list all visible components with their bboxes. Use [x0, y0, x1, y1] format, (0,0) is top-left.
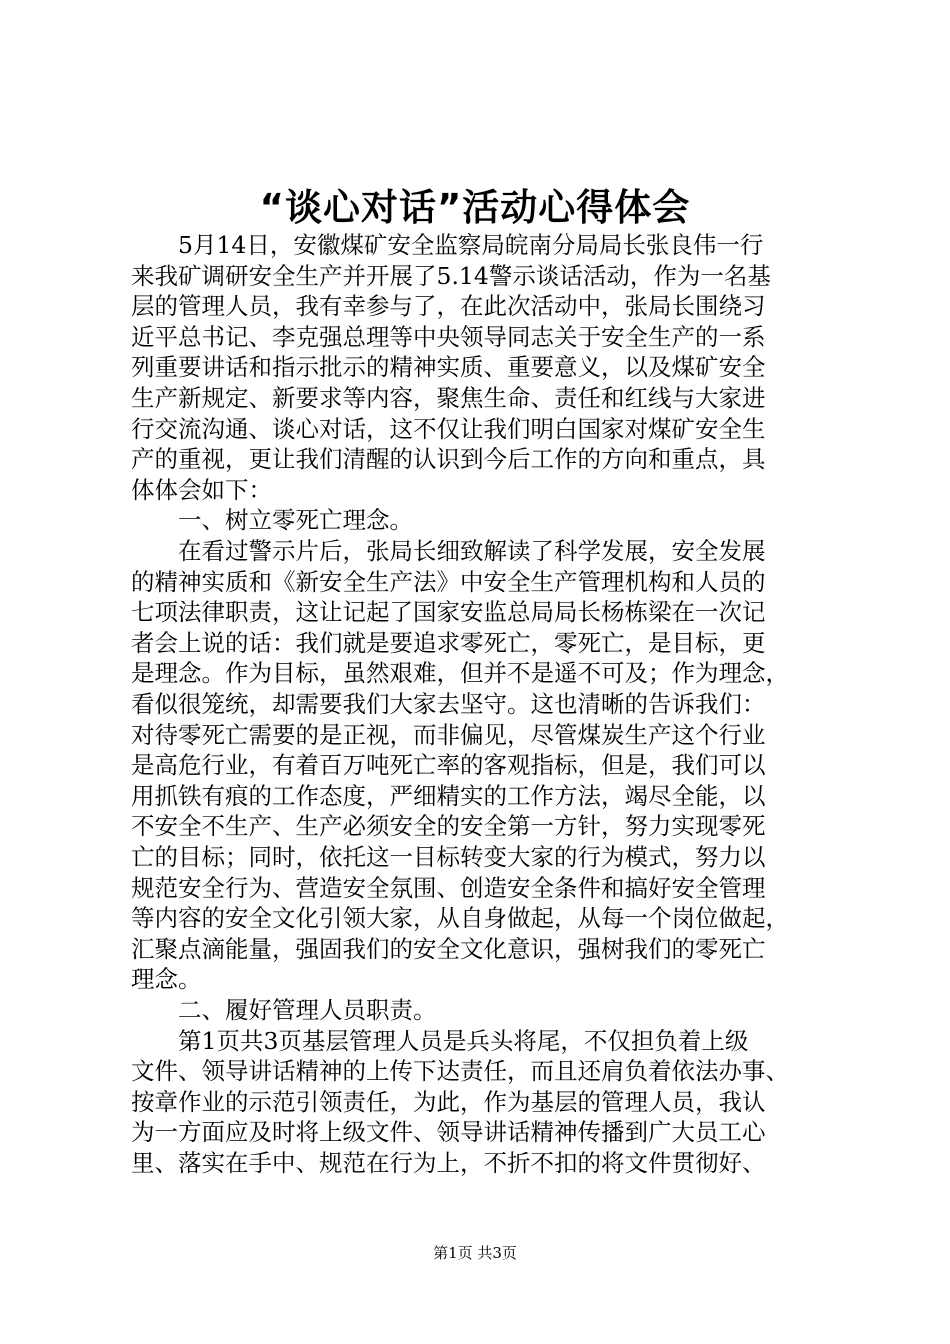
- section-heading: 一、树立零死亡理念。: [131, 506, 413, 535]
- body-line: 按章作业的示范引领责任，为此，作为基层的管理人员，我认: [131, 1087, 766, 1116]
- body-line: 等内容的安全文化引领大家，从自身做起，从每一个岗位做起，: [131, 904, 789, 933]
- body-line: 生产新规定、新要求等内容，聚焦生命、责任和红线与大家进: [131, 384, 766, 412]
- body-line: 对待零死亡需要的是正视，而非偏见，尽管煤炭生产这个行业: [131, 720, 766, 749]
- body-line: 第1页共3页基层管理人员是兵头将尾，不仅担负着上级: [131, 1026, 749, 1055]
- section-heading: 二、履好管理人员职责。: [131, 996, 437, 1024]
- body-line: 列重要讲话和指示批示的精神实质、重要意义，以及煤矿安全: [131, 353, 766, 382]
- body-line: 七项法律职责，这让记起了国家安监总局局长杨栋梁在一次记: [131, 598, 766, 627]
- body-line: 亡的目标；同时，依托这一目标转变大家的行为模式，努力以: [131, 843, 766, 871]
- body-line: 是高危行业，有着百万吨死亡率的客观指标，但是，我们可以: [131, 751, 766, 780]
- body-line: 里、落实在手中、规范在行为上，不折不扣的将文件贯彻好、: [131, 1149, 766, 1177]
- body-line: 5月14日，安徽煤矿安全监察局皖南分局局长张良伟一行: [131, 231, 764, 259]
- body-line: 的精神实质和《新安全生产法》中安全生产管理机构和人员的: [131, 567, 766, 596]
- body-line: 规范安全行为、营造安全氛围、创造安全条件和搞好安全管理: [131, 873, 766, 902]
- body-line: 近平总书记、李克强总理等中央领导同志关于安全生产的一系: [131, 322, 766, 351]
- body-line: 产的重视，更让我们清醒的认识到今后工作的方向和重点，具: [131, 445, 766, 474]
- body-line: 是理念。作为目标，虽然艰难，但并不是遥不可及；作为理念，: [131, 659, 789, 688]
- page-title: “谈心对话”活动心得体会: [259, 186, 691, 229]
- body-line: 为一方面应及时将上级文件、领导讲话精神传播到广大员工心: [131, 1118, 766, 1147]
- page-footer: 第1页 共3页: [433, 1244, 517, 1262]
- body-line: 看似很笼统，却需要我们大家去坚守。这也清晰的告诉我们：: [131, 690, 766, 718]
- body-line: 理念。: [131, 965, 202, 994]
- body-line: 用抓铁有痕的工作态度，严细精实的工作方法，竭尽全能，以: [131, 781, 766, 810]
- body-line: 在看过警示片后，张局长细致解读了科学发展，安全发展: [131, 537, 766, 565]
- body-line: 来我矿调研安全生产并开展了5.14警示谈话活动，作为一名基: [131, 261, 771, 290]
- body-line: 文件、领导讲话精神的上传下达责任，而且还肩负着依法办事、: [131, 1057, 789, 1086]
- body-line: 者会上说的话：我们就是要追求零死亡，零死亡，是目标，更: [131, 628, 766, 657]
- body-line: 不安全不生产、生产必须安全的安全第一方针，努力实现零死: [131, 812, 766, 841]
- body-line: 汇聚点滴能量，强固我们的安全文化意识，强树我们的零死亡: [131, 934, 766, 963]
- body-line: 层的管理人员，我有幸参与了，在此次活动中，张局长围绕习: [131, 292, 766, 321]
- body-line: 行交流沟通、谈心对话，这不仅让我们明白国家对煤矿安全生: [131, 414, 766, 443]
- body-line: 体体会如下：: [131, 475, 272, 504]
